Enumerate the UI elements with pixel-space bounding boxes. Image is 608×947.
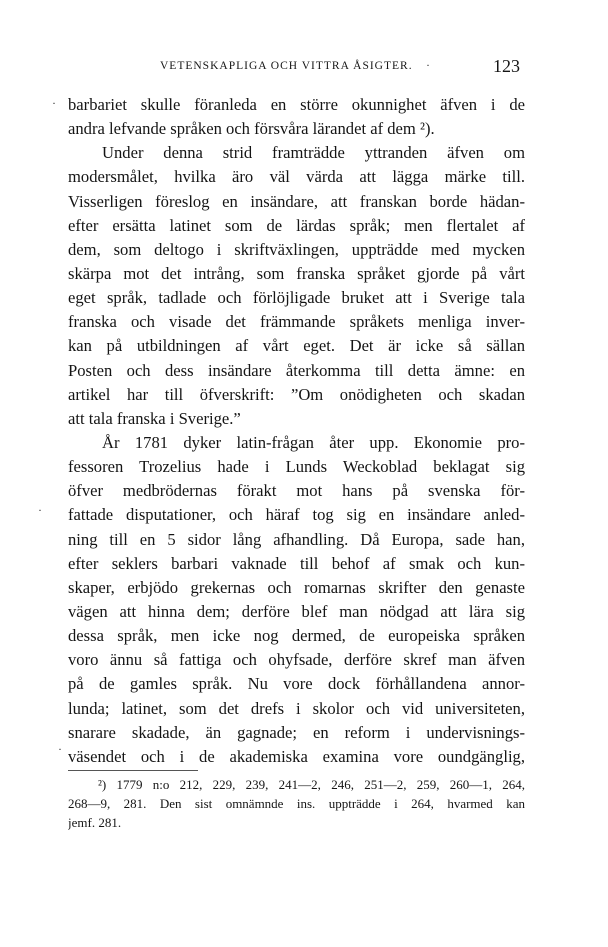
text-line: dem, som deltogo i skriftväxlingen, uppträdde med mycken <box>68 239 525 259</box>
running-title: VETENSKAPLIGA OCH VITTRA ÅSIGTER. <box>160 60 413 72</box>
text-line: skaper, erbjödo grekernas och romarnas skrifter den genaste <box>68 577 525 597</box>
margin-mark: · <box>52 96 56 110</box>
text-line: att tala franska i Sverige.” <box>68 408 241 428</box>
text-line: vägen att hinna dem; derföre blef man nödgad att lära sig <box>68 601 525 621</box>
text-line: på de gamles språk. Nu vore dock förhållandena annor- <box>68 674 525 694</box>
text-line: fattade disputationer, och häraf tog sig en insändare anled- <box>68 505 525 525</box>
body-text <box>68 93 525 769</box>
text-line: Visserligen föreslog en insändare, att franskan borde hädan- <box>68 191 525 211</box>
text-line: barbariet skulle föranleda en större okunnighet äfven i de <box>68 95 525 114</box>
footnote-line: 268—9, 281. Den sist omnämnde ins. uppträdde i 264, hvarmed kan <box>68 796 525 811</box>
text-line: modersmålet, hvilka äro väl värda att lägga märke till. <box>68 167 525 187</box>
text-line: väsendet och i de akademiska examina vore oundgänglig, <box>68 746 525 766</box>
margin-mark: · <box>38 503 42 517</box>
text-line: Posten och dess insändare återkomma till detta ämne: en <box>68 360 525 380</box>
text-line: dessa språk, men icke nog dermed, de europeiska språken <box>68 626 525 646</box>
text-line: snarare skadade, än gagnade; en reform i undervisnings- <box>68 722 525 742</box>
text-line: voro ännu så fattiga och ohyfsade, derföre skref man äfven <box>68 650 525 670</box>
text-line: fessoren Trozelius hade i Lunds Weckoblad beklagat sig <box>68 457 525 477</box>
text-line: kan på utbildningen af vårt eget. Det är icke så sällan <box>68 336 525 356</box>
text-line: artikel har till öfverskrift: ”Om onödigheten och skadan <box>68 384 525 404</box>
text-line: efter ersätta latinet som de lärdas språk; men flertalet af <box>68 215 525 235</box>
text-line: eget språk, tadlade och förlöjligade bruket att i Sverige tala <box>68 288 525 308</box>
footnote-line: ²) 1779 n:o 212, 229, 239, 241—2, 246, 251—2, 259, 260—1, 264, <box>98 777 525 792</box>
text-line: lunda; latinet, som det drefs i skolor och vid universiteten, <box>68 698 525 718</box>
text-line: franska och visade det främmande språkets menliga inver- <box>68 312 525 332</box>
text-line: efter seklers barbari vaknade till behof af smak och kun- <box>68 553 525 573</box>
margin-mark: · <box>58 742 62 756</box>
text-line: öfver medbrödernas förakt mot hans på svenska för- <box>68 481 525 501</box>
text-line: andra lefvande språken och försvåra lärandet af dem ²). <box>68 119 435 139</box>
footnote-divider <box>68 770 198 771</box>
footnote-line: jemf. 281. <box>68 815 122 830</box>
text-line: År 1781 dyker latin-frågan åter upp. Ekonomie pro- <box>102 432 525 452</box>
margin-mark: · <box>426 58 430 72</box>
text-line: skärpa mot det intrång, som franska språket gjorde på vårt <box>68 263 525 283</box>
page-number: 123 <box>493 56 520 76</box>
footnotes <box>68 775 525 832</box>
text-line: ning till en 5 sidor lång afhandling. Då Europa, sade han, <box>68 529 525 549</box>
text-line: Under denna strid framträdde yttranden äfven om <box>102 143 525 163</box>
